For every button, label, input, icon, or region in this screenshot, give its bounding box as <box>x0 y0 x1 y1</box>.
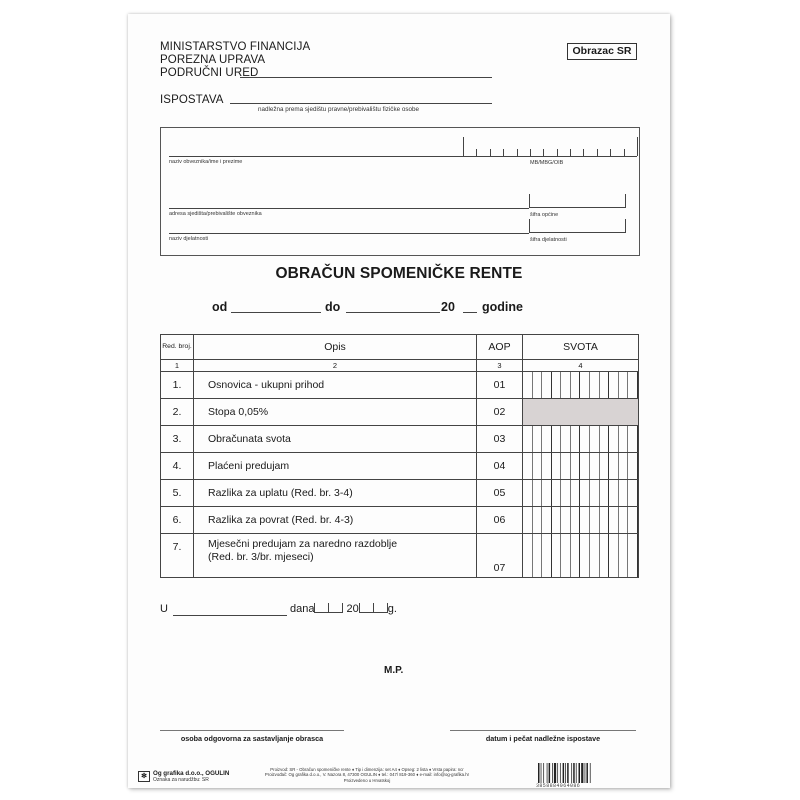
year-field[interactable] <box>359 603 388 615</box>
responsible-person-label: osoba odgovorna za sastavljanje obrasca <box>180 734 324 743</box>
row-description: Mjesečni predujam za naredno razdoblje (Red. br. 3/br. mjeseci) <box>194 534 477 578</box>
row-description: Plaćeni predujam <box>194 453 477 480</box>
amount-input[interactable] <box>523 453 639 480</box>
amount-input[interactable] <box>523 480 639 507</box>
header-opis: Opis <box>194 335 477 360</box>
column-number: 4 <box>523 360 639 372</box>
row-number: 2. <box>161 399 194 426</box>
amount-input[interactable] <box>523 372 639 399</box>
row-aop-code: 06 <box>477 507 523 534</box>
branch-stamp-label: datum i pečat nadležne ispostave <box>485 734 601 743</box>
table-row <box>161 399 639 426</box>
branch-field[interactable] <box>230 103 492 104</box>
row-description: Osnovica - ukupni prihod <box>194 372 477 399</box>
header-aop: AOP <box>477 335 523 360</box>
table-row <box>161 507 639 534</box>
regional-office-label: PODRUČNI URED <box>160 67 259 79</box>
header-svota: SVOTA <box>523 335 639 360</box>
order-code: Oznaka za narudžbu: SR <box>153 777 209 783</box>
agency-name: POREZNA UPRAVA <box>160 54 266 66</box>
row-description: Razlika za uplatu (Red. br. 3-4) <box>194 480 477 507</box>
taxpayer-info-box <box>160 127 640 256</box>
oib-digit-field[interactable] <box>463 138 637 157</box>
column-number-row <box>161 360 639 372</box>
day-field[interactable] <box>314 603 343 615</box>
table-row <box>161 480 639 507</box>
activity-code-field[interactable] <box>529 219 626 233</box>
publisher-name: Og grafika d.o.o., OGULIN <box>153 770 230 777</box>
row-aop-code: 05 <box>477 480 523 507</box>
column-number: 1 <box>161 360 194 372</box>
amount-cell-disabled <box>523 399 639 426</box>
year-prefix: 20 <box>346 603 359 615</box>
period-to-label: do <box>325 300 341 314</box>
row-aop-code: 07 <box>477 534 523 578</box>
period-year-field[interactable] <box>463 312 477 313</box>
table-row <box>161 372 639 399</box>
column-number: 3 <box>477 360 523 372</box>
place-label: U <box>160 603 168 615</box>
taxpayer-name-field[interactable] <box>169 156 463 157</box>
period-to-field[interactable] <box>346 312 440 313</box>
amount-input[interactable] <box>523 534 639 578</box>
day-label: dana <box>290 603 315 615</box>
og-grafika-logo-icon: ✻ <box>138 771 150 782</box>
row-aop-code: 03 <box>477 426 523 453</box>
table-header-row <box>161 335 639 360</box>
amount-input[interactable] <box>523 426 639 453</box>
year-suffix: g. <box>387 603 397 615</box>
row-number: 7. <box>161 534 194 578</box>
responsible-person-signature-line[interactable] <box>160 730 344 731</box>
period-year-prefix: 20 <box>441 300 455 314</box>
period-from-label: od <box>212 300 228 314</box>
row-description: Stopa 0,05% <box>194 399 477 426</box>
branch-label: ISPOSTAVA <box>160 94 224 106</box>
row-aop-code: 02 <box>477 399 523 426</box>
row-number: 5. <box>161 480 194 507</box>
row-aop-code: 01 <box>477 372 523 399</box>
activity-code-label: šifra djelatnosti <box>530 237 567 243</box>
activity-field[interactable] <box>169 233 529 234</box>
row-description: Obračunata svota <box>194 426 477 453</box>
row-aop-code: 04 <box>477 453 523 480</box>
activity-label: naziv djelatnosti <box>169 236 209 242</box>
period-year-suffix: godine <box>482 300 523 314</box>
municipality-code-field[interactable] <box>529 194 626 208</box>
header-red-broj: Red. broj. <box>161 335 194 360</box>
product-info: Proizvod: SR - Obračun spomeničke rente ♦ Tip i dimenzija: set A4 ♦ Opseg: 2 lista ♦ Vrsta papira: ncr Proizvođač: Og grafika d.o.o., V. Nazora 8, 47300 OGULIN ♦ tel.: 047/ 819-360 ♦ e-mail: info@og-grafika.hr Proizvedeno u Hrvatskoj <box>264 767 470 783</box>
oib-label: MB/MBG/OIB <box>530 160 564 166</box>
stamp-placeholder: M.P. <box>384 665 404 676</box>
barcode-number: 3858884064086 <box>536 783 581 789</box>
table-row <box>161 534 639 578</box>
column-number: 2 <box>194 360 477 372</box>
row-number: 3. <box>161 426 194 453</box>
ministry-name: MINISTARSTVO FINANCIJA <box>160 41 311 53</box>
address-field[interactable] <box>169 208 529 209</box>
barcode-icon <box>538 763 600 785</box>
branch-hint: nadležna prema sjedištu pravne/prebivalištu fizičke osobe <box>258 106 420 113</box>
row-number: 6. <box>161 507 194 534</box>
municipality-code-label: šifra općine <box>530 212 559 218</box>
branch-stamp-signature-line[interactable] <box>450 730 636 731</box>
taxpayer-name-label: naziv obveznika/ime i prezime <box>169 159 243 165</box>
form-title: OBRAČUN SPOMENIČKE RENTE <box>275 265 523 282</box>
regional-office-field[interactable] <box>240 77 492 78</box>
period-from-field[interactable] <box>231 312 321 313</box>
date-row <box>290 603 397 615</box>
place-field[interactable] <box>173 615 287 616</box>
table-row <box>161 453 639 480</box>
row-number: 1. <box>161 372 194 399</box>
tax-form-page <box>128 14 670 788</box>
calculation-table <box>160 334 639 578</box>
amount-input[interactable] <box>523 507 639 534</box>
address-label: adresa sjedišta/prebivalište obveznika <box>169 211 262 217</box>
table-row <box>161 426 639 453</box>
form-code-badge: Obrazac SR <box>567 43 637 60</box>
row-description: Razlika za povrat (Red. br. 4-3) <box>194 507 477 534</box>
row-number: 4. <box>161 453 194 480</box>
